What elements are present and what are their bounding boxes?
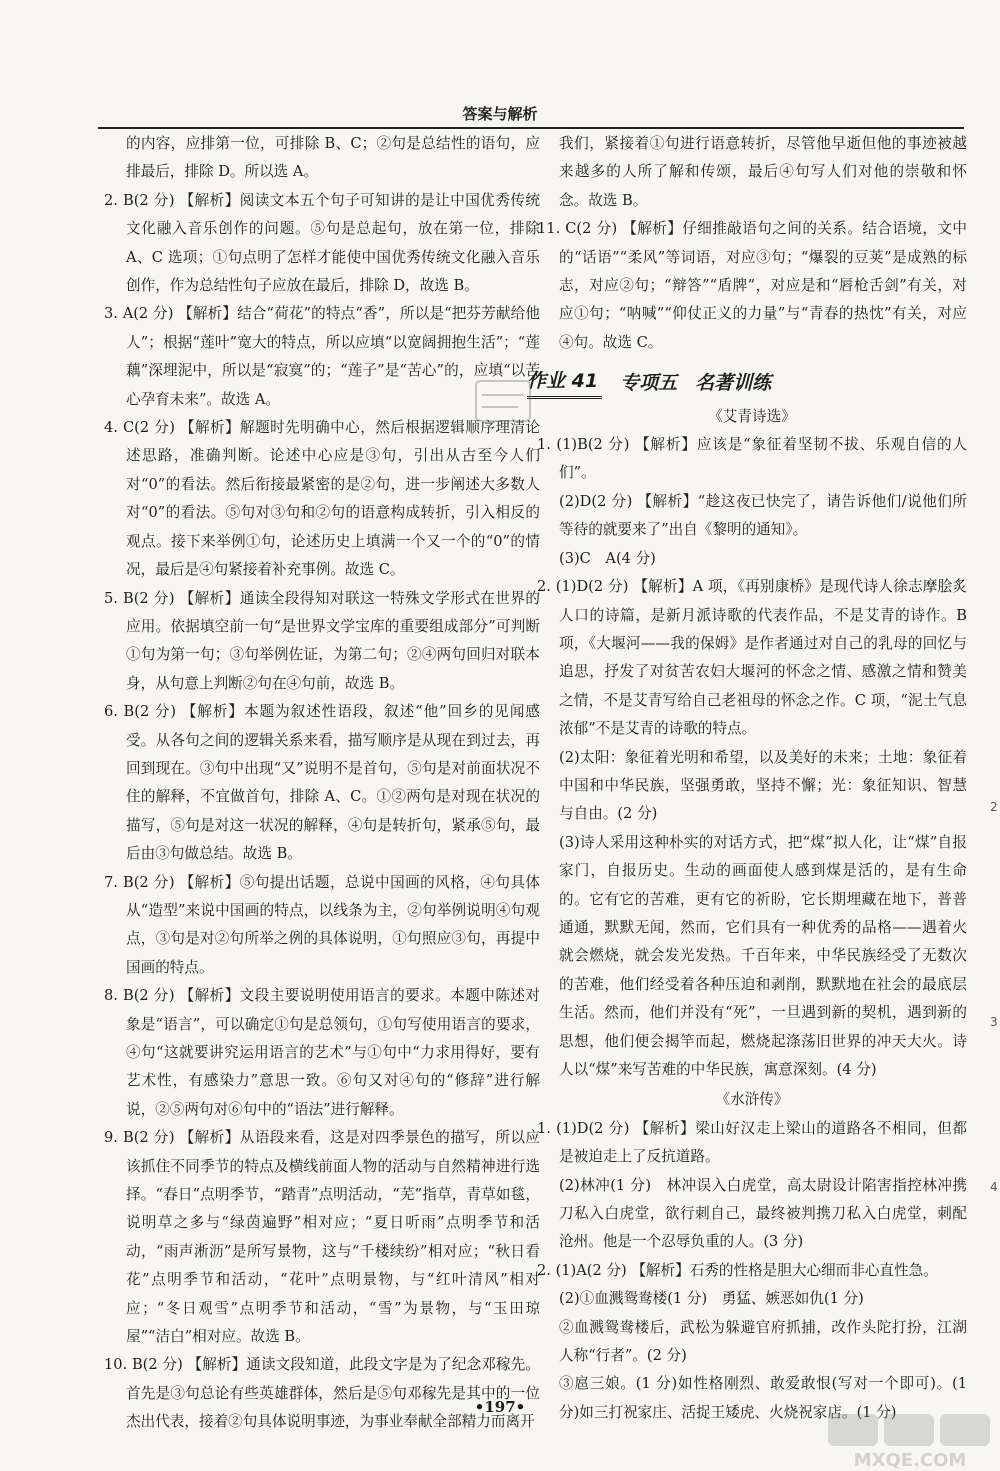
left-column (104, 130, 540, 1437)
right-column-continuation (537, 130, 967, 357)
shuihu-answer-3: 2. (1)A(2 分) 【解析】石秀的性格是胆大心细而非心直性急。 (537, 1261, 938, 1279)
stamp-watermark (468, 373, 538, 433)
shuihu-answer-6: ③扈三娘。(1 分)如性格刚烈、敢爱敢恨(写对一个即可)。(1 分)如三打祝家庄、活捉王矮虎、火烧祝家店。(1 分) (559, 1375, 967, 1421)
header-rule (98, 127, 964, 129)
answer-paragraph-9: 9. B(2 分) 【解析】从语段来看，这是对四季景色的描写，所以应该抓住不同季节的特点及横线前面人物的活动与自然精神进行选择。“春日”点明季节，“踏青”点明活动，“芜”指草，青草如毯，说明草之多与“绿茵遍野”相对应；“夏日听雨”点明季节和活动，“雨声淅沥”是所写景物，这与“千楼续纷”相对应；“秋日看花”点明季节和活动，“花叶”点明景物，与“红叶清风”相对应；“冬日观雪”点明季节和活动，“雪”为景物，与“玉田琼屋”“洁白”相对应。故选 B。 (104, 1129, 540, 1346)
answer-paragraph-6: 6. B(2 分) 【解析】本题为叙述性语段，叙述“他”回乡的见闻感受。从各句之间的逻辑关系来看，描写顺序是从现在到过去，再回到现在。③句中出现“又”说明不是首句，⑤句是对前面状况不住的解释，不宜做首句，排除 A、C。①②两句是对现在状况的描写，⑤句是对这一状况的解释，④句是转折句，紧承⑤句，最后由③句做总结。故选 B。 (104, 703, 540, 863)
aiqing-answer-4: 2. (1)D(2 分) 【解析】A 项，《再别康桥》是现代诗人徐志摩脍炙人口的诗篇，是新月派诗歌的代表作品，不是艾青的诗作。B 项，《大堰河——我的保姆》是作者通过对自己的乳母的回忆与追思，抒发了对贫苦农妇大堰河的怀念之情、感激之情和赞美之情，不是艾青写给自己老祖母的怀念之作。C 项，“泥土气息浓郁”不是艾青的诗歌的特点。 (537, 578, 967, 738)
section-part: 专项五 (620, 371, 678, 394)
book-aiqing-answers (537, 431, 967, 1084)
answer-paragraph-2: 11. C(2 分) 【解析】仔细推敲语句之间的关系。结合语境，文中的“话语”“柔风”等词语，对应③句；“爆裂的豆荚”是成熟的标志，对应②句；“辩答”“盾牌”，对应是和“唇枪舌剑”有关，对应①句；“呐喊”“仰仗正义的力量”与“青春的热忱”有关，对应④句。故选 C。 (537, 220, 967, 351)
section-heading (527, 367, 967, 398)
shuihu-answer-4: (2)①血溅鸳鸯楼(1 分) 勇猛、嫉恶如仇(1 分) (559, 1290, 864, 1308)
aiqing-answer-6: (3)诗人采用这种朴实的对话方式，把“煤”拟人化，让“煤”自报家门，自报历史。生动的画面使人感到煤是活的，是有生命的。它有它的苦难，更有它的祈盼，它长期埋藏在地下，普普通通，默默无闻，然而，它们具有一种优秀的品格——遇着火就会燃烧，就会发光发热。千百年来，中华民族经受了无数次的苦难，他们经受着各种压迫和剥削，默默地在社会的最底层生活。然而，他们并没有“死”，一旦遇到新的契机，遇到新的思想，他们便会揭竿而起，燃烧起涤荡旧世界的冲天大火。诗人以“煤”来写苦难的中华民族，寓意深刻。(4 分) (559, 833, 967, 1078)
margin-mark: 2 (990, 800, 998, 814)
aiqing-answer-1: 1. (1)B(2 分) 【解析】应该是“象征着坚韧不拔、乐观自信的人们”。 (537, 436, 967, 482)
aiqing-answer-2: (2)D(2 分) 【解析】“趁这夜已快完了，请告诉他们/说他们所等待的就要来了”出自《黎明的通知》。 (559, 492, 967, 539)
answer-paragraph-3: 3. A(2 分) 【解析】结合“荷花”的特点“香”，所以是“把芬芳献给他人”；根据“莲叶”宽大的特点，所以应填“以宽阔拥抱生活”；“莲藕”深埋泥中，所以是“寂寞”的；“莲子”是“苦心”的，应填“以苦心孕育未来”。故选 A。 (104, 305, 540, 408)
section-tag: 作业 41 (527, 367, 602, 398)
shuihu-answer-2: (2)林冲(1 分) 林冲误入白虎堂，高太尉设计陷害指控林冲携刀私入白虎堂，欲行刺自己，最终被判携刀私入白虎堂，刺配沧州。他是一个忍辱负重的人。(3 分) (559, 1176, 967, 1251)
aiqing-answer-3: (3)C A(4 分) (559, 549, 656, 567)
answer-paragraph-2: 2. B(2 分) 【解析】阅读文本五个句子可知讲的是让中国优秀传统文化融入音乐创作的问题。⑤句是总起句，放在第一位，排除 A、C 选项；①句点明了怎样才能使中国优秀传统文化融入音乐创作，作为总结性句子应放在最后，排除 D，故选 B。 (104, 191, 540, 295)
margin-mark: 4 (990, 1180, 998, 1194)
page-number: •197• (474, 1398, 526, 1416)
logo-watermark (820, 1410, 995, 1471)
answer-paragraph-8: 8. B(2 分) 【解析】文段主要说明使用语言的要求。本题中陈述对象是“语言”，可以确定①句是总领句，①句写使用语言的要求，④句“这就要讲究运用语言的艺术”与①句中“力求用得好，要有艺术性，有感染力”意思一致。⑥句又对④句的“修辞”进行解说，②⑤两句对⑥句中的“语法”进行解释。 (104, 987, 540, 1118)
margin-mark: 3 (990, 1015, 998, 1029)
page-header (0, 0, 1000, 132)
answer-paragraph-5: 5. B(2 分) 【解析】通读全段得知对联这一特殊文学形式在世界的应用。依据填空前一句“是世界文学宝库的重要组成部分”可判断①句为第一句；③句举例佐证，为第二句；②④两句回归对联本身，从句意上判断②句在④句前，故选 B。 (104, 589, 540, 692)
answer-paragraph-10: 10. B(2 分) 【解析】通读文段知道，此段文字是为了纪念邓稼先。首先是③句总论有些英雄群体，然后是⑤句邓稼先是其中的一位杰出代表，接着②句具体说明事迹，为事业奉献全部精力而离开 (104, 1356, 540, 1431)
aiqing-answer-5: (2)太阳：象征着光明和希望，以及美好的未来；土地：象征着中国和中华民族，坚强勇敢，坚持不懈；光：象征知识、智慧与自由。(2 分) (559, 748, 967, 823)
page-title: 答案与解析 (462, 105, 538, 123)
answer-paragraph-4: 4. C(2 分) 【解析】解题时先明确中心，然后根据逻辑顺序理清论述思路，准确判断。论述中心应是③句，引出从古至今人们对“0”的看法。然后衔接最紧密的是②句，进一步阐述大多数人对“0”的看法。⑤句对③句和②句的语意构成转折，引入相反的观点。接下来举例①句，论述历史上填满一个又一个的“0”的情况，最后是④句紧接着补充事例。故选 C。 (104, 419, 540, 579)
book-title-aiqing: 《艾青诗选》 (708, 407, 796, 425)
watermark-text: MXQE.COM (853, 1450, 967, 1471)
section-name: 名著训练 (695, 371, 772, 394)
answer-paragraph-1: 的内容，应排第一位，可排除 B、C；②句是总结性的语句，应排最后，排除 D。所以选 A。 (126, 135, 540, 181)
right-column (527, 130, 967, 1427)
book-shuihu-answers (537, 1115, 967, 1427)
shuihu-answer-5: ②血溅鸳鸯楼后，武松为躲避官府抓捕，改作头陀打扮，江湖人称“行者”。(2 分) (559, 1318, 967, 1365)
book-title-shuihu: 《水浒传》 (715, 1091, 789, 1109)
answer-paragraph-7: 7. B(2 分) 【解析】⑤句提出话题，总说中国画的风格，④句具体从“造型”来说中国画的特点，以线条为主，②句举例说明④句观点，③句是对②句所举之例的具体说明，①句照应③句，再提中国画的特点。 (104, 873, 540, 976)
answer-paragraph-1: 我们，紧接着①句进行语意转折，尽管他早逝但他的事迹被越来越多的人所了解和传颂，最后④句写人们对他的崇敬和怀念。故选 B。 (559, 135, 967, 209)
shuihu-answer-1: 1. (1)D(2 分) 【解析】梁山好汉走上梁山的道路各不相同，但都是被迫走上了反抗道路。 (537, 1119, 967, 1166)
